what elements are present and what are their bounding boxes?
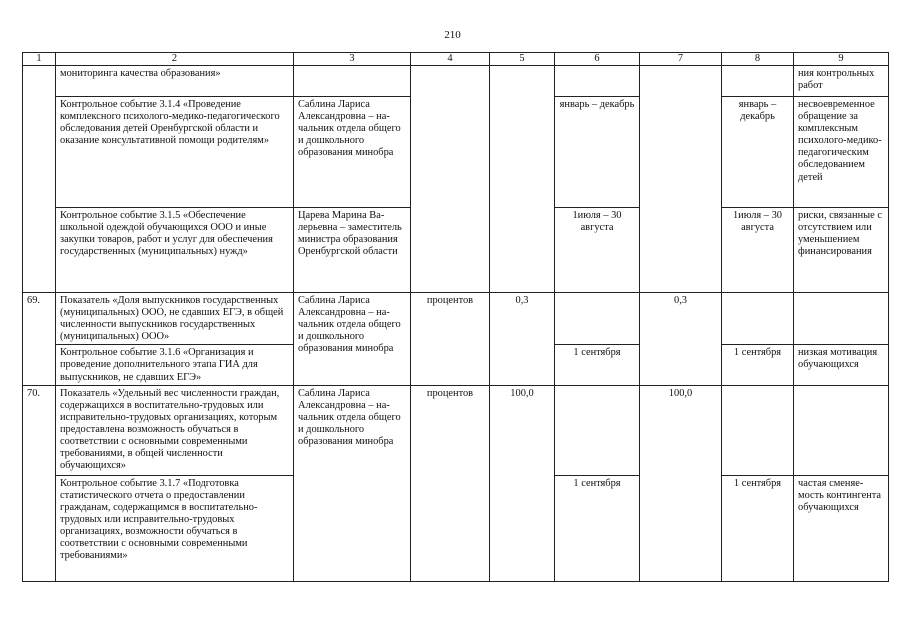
plan-date-cell: январь – декабрь [555,97,640,208]
plan-date-cell: 1июля – 30 августа [555,208,640,293]
page-number: 210 [444,29,461,41]
measure-cell: Контрольное событие 3.1.4 «Проведение комплексного психолого-медико-педагогического обследования детей Оренбургской области и оказание консультативной помощи родителям» [56,97,294,208]
base-value-cell: 0,3 [490,293,555,386]
plan-table [22,52,889,582]
header-cell: 8 [722,53,794,66]
risk-cell [794,293,889,345]
measure-cell: Контрольное событие 3.1.6 «Организация и проведение дополнительного этапа ГИА для выпускников, не сдавших ЕГЭ» [56,345,294,385]
risk-cell: ния контрольных работ [794,66,889,97]
unit-cell [411,66,490,293]
row-number-cell [23,66,56,293]
indicator-cell: Показатель «Доля выпускников государственных (муниципальных) ООО, не сдавших ЕГЭ, в общей численности выпускников государственных (муниципальных) ООО» [56,293,294,345]
row-number-cell: 69. [23,293,56,386]
actual-date-cell [722,293,794,345]
actual-date-cell: январь – декабрь [722,97,794,208]
unit-cell: процентов [411,385,490,581]
measure-cell: мониторинга качества образования» [56,66,294,97]
plan-date-cell: 1 сентября [555,345,640,385]
responsible-cell: Саблина Лариса Александровна – начальник отдела общего и дошкольного образования минобра [294,97,411,208]
header-cell: 1 [23,53,56,66]
header-cell: 5 [490,53,555,66]
header-cell: 4 [411,53,490,66]
actual-date-cell: 1 сентября [722,345,794,385]
plan-date-cell: 1 сентября [555,475,640,581]
header-cell: 2 [56,53,294,66]
target-value-cell: 100,0 [640,385,722,581]
table-row [23,385,889,475]
indicator-cell: Показатель «Удельный вес численности граждан, содержащихся в воспитательно-трудовых или исправительно-трудовых организациях, которым предоставлена возможность обучаться в соответствии с основными современными требованиями, в общей численности обучающихся» [56,385,294,475]
measure-cell: Контрольное событие 3.1.5 «Обеспечение школьной одеждой обучающихся ООО и иные закупки товаров, работ и услуг для обеспечения государственных (муниципальных) нужд» [56,208,294,293]
header-cell: 9 [794,53,889,66]
header-row [23,53,889,66]
responsible-cell: Саблина Лариса Александровна – начальник отдела общего и дошкольного образования минобра [294,293,411,386]
header-cell: 6 [555,53,640,66]
risk-cell [794,385,889,475]
risk-cell: несвоевременное обращение за комплексным психолого-медико-педагогическим обследованием детей [794,97,889,208]
plan-date-cell [555,293,640,345]
plan-date-cell [555,385,640,475]
target-value-cell [640,66,722,293]
header-cell: 7 [640,53,722,66]
risk-cell: низкая мотивация обучающихся [794,345,889,385]
responsible-cell: Царева Марина Валерьевна – заместитель министра образования Оренбургской области [294,208,411,293]
row-number-cell: 70. [23,385,56,581]
risk-cell: риски, связанные с отсутствием или уменьшением финансирования [794,208,889,293]
risk-cell: частая сменяемость контингента обучающихся [794,475,889,581]
measure-cell: Контрольное событие 3.1.7 «Подготовка статистического отчета о предоставлении гражданам, содержащимся в воспитательно-трудовых или исправительно-трудовых организациях, возможности обучаться в соответствии с основными современными требованиями» [56,475,294,581]
base-value-cell: 100,0 [490,385,555,581]
plan-date-cell [555,66,640,97]
actual-date-cell: 1 сентября [722,475,794,581]
actual-date-cell: 1июля – 30 августа [722,208,794,293]
header-cell: 3 [294,53,411,66]
unit-cell: процентов [411,293,490,386]
actual-date-cell [722,385,794,475]
responsible-cell: Саблина Лариса Александровна – начальник отдела общего и дошкольного образования минобра [294,385,411,581]
base-value-cell [490,66,555,293]
table-row [23,66,889,97]
target-value-cell: 0,3 [640,293,722,386]
actual-date-cell [722,66,794,97]
table-row [23,293,889,345]
responsible-cell [294,66,411,97]
